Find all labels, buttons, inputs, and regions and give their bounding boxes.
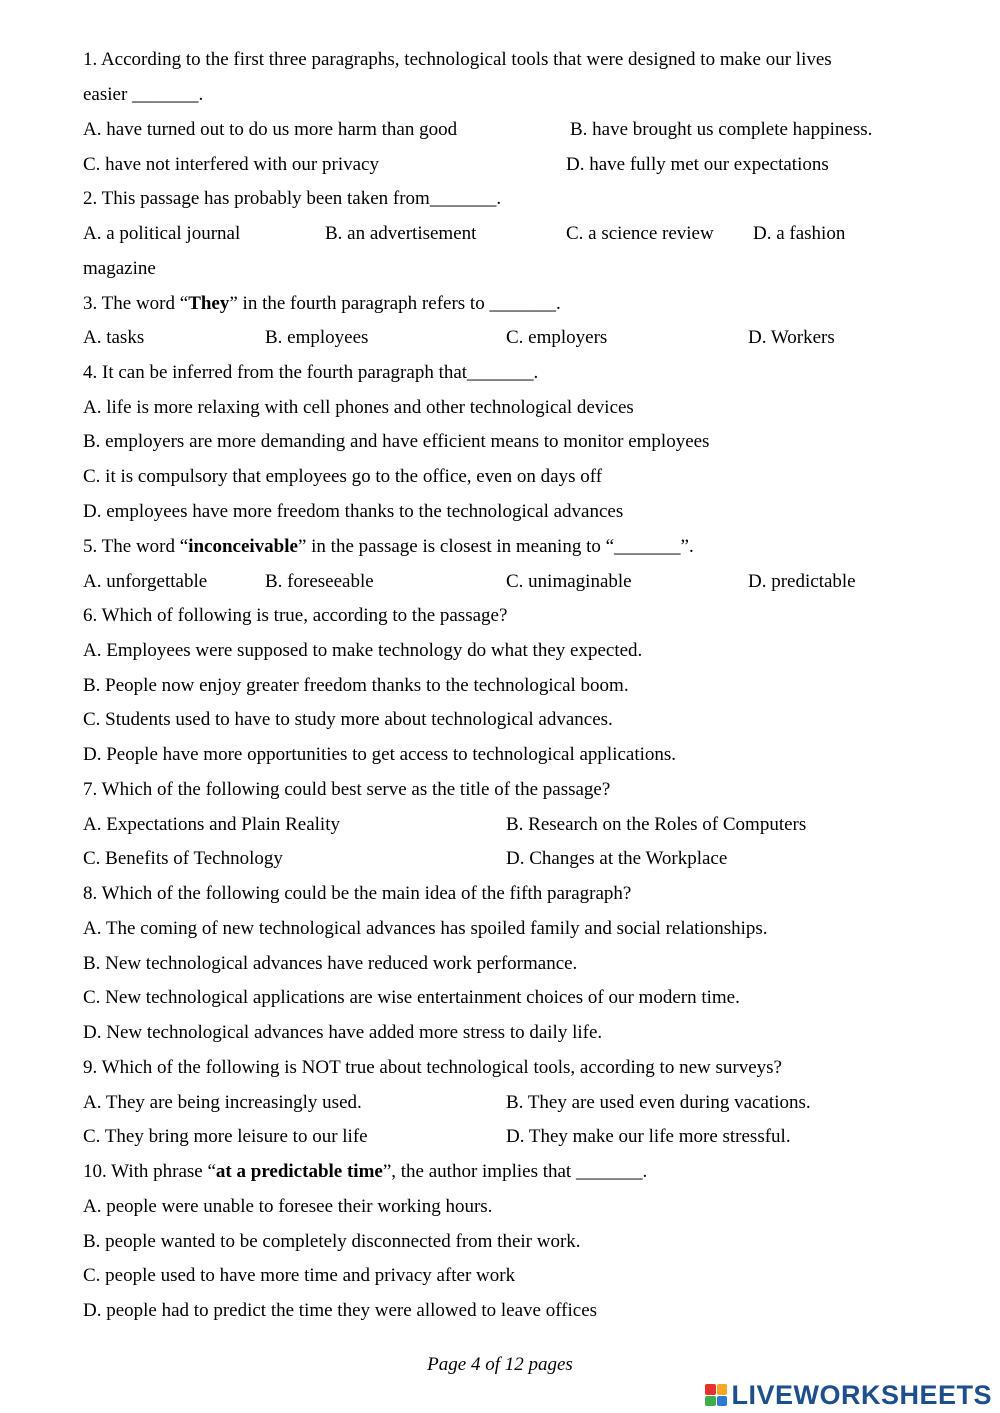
liveworksheets-logo-icon <box>705 1384 727 1406</box>
question-9-option-a[interactable]: A. They are being increasingly used. <box>83 1092 362 1113</box>
question-3-stem-post: ” in the fourth paragraph refers to _______. <box>229 293 561 314</box>
question-8-option-c[interactable]: C. New technological applications are wise entertainment choices of our modern time. <box>83 987 740 1008</box>
question-4-option-d[interactable]: D. employees have more freedom thanks to the technological advances <box>83 501 624 522</box>
question-6-option-b[interactable]: B. People now enjoy greater freedom thanks to the technological boom. <box>83 675 629 696</box>
question-1-option-c[interactable]: C. have not interfered with our privacy <box>83 154 379 175</box>
question-10-option-d[interactable]: D. people had to predict the time they were allowed to leave offices <box>83 1300 598 1321</box>
question-8-stem: 8. Which of the following could be the main idea of the fifth paragraph? <box>83 883 632 904</box>
liveworksheets-logo <box>705 1381 992 1409</box>
question-5-option-c[interactable]: C. unimaginable <box>506 571 632 592</box>
question-3-stem <box>83 293 561 315</box>
question-7-stem: 7. Which of the following could best serve as the title of the passage? <box>83 779 611 800</box>
question-7-option-d[interactable]: D. Changes at the Workplace <box>506 848 728 869</box>
question-3-stem-pre: 3. The word “ <box>83 293 189 314</box>
liveworksheets-logo-text: LIVEWORKSHEETS <box>731 1379 992 1410</box>
question-1-option-d[interactable]: D. have fully met our expectations <box>566 154 829 175</box>
question-9-option-b[interactable]: B. They are used even during vacations. <box>506 1092 811 1113</box>
question-7-option-c[interactable]: C. Benefits of Technology <box>83 848 283 869</box>
question-10-option-c[interactable]: C. people used to have more time and privacy after work <box>83 1265 516 1286</box>
question-5-stem <box>83 536 694 558</box>
question-5-option-a[interactable]: A. unforgettable <box>83 571 208 592</box>
question-1-option-a[interactable]: A. have turned out to do us more harm than good <box>83 119 458 140</box>
question-5-option-b[interactable]: B. foreseeable <box>265 571 374 592</box>
question-10-stem-post: ”, the author implies that _______. <box>382 1161 648 1182</box>
question-8-option-b[interactable]: B. New technological advances have reduced work performance. <box>83 953 578 974</box>
question-8-option-a[interactable]: A. The coming of new technological advances has spoiled family and social relationships. <box>83 918 768 939</box>
question-3-option-c[interactable]: C. employers <box>506 327 608 348</box>
question-10-stem-pre: 10. With phrase “ <box>83 1161 216 1182</box>
question-8-option-d[interactable]: D. New technological advances have added more stress to daily life. <box>83 1022 603 1043</box>
question-2-option-c[interactable]: C. a science review <box>566 223 714 244</box>
question-9-option-d[interactable]: D. They make our life more stressful. <box>506 1126 791 1147</box>
question-1-stem-line-1: 1. According to the first three paragraphs, technological tools that were designed to make our lives <box>83 49 832 70</box>
question-1-stem-line-2: easier _______. <box>83 84 204 105</box>
question-4-option-b[interactable]: B. employers are more demanding and have efficient means to monitor employees <box>83 431 710 452</box>
question-10-keyword: at a predictable time <box>215 1161 383 1182</box>
question-4-option-c[interactable]: C. it is compulsory that employees go to the office, even on days off <box>83 466 603 487</box>
question-9-stem: 9. Which of the following is NOT true about technological tools, according to new surveys? <box>83 1057 782 1078</box>
question-2-option-b[interactable]: B. an advertisement <box>325 223 477 244</box>
question-5-stem-post: ” in the passage is closest in meaning to “_______”. <box>297 536 694 557</box>
question-7-option-b[interactable]: B. Research on the Roles of Computers <box>506 814 807 835</box>
question-2-stem: 2. This passage has probably been taken from_______. <box>83 188 502 209</box>
question-9-option-c[interactable]: C. They bring more leisure to our life <box>83 1126 368 1147</box>
question-6-stem: 6. Which of following is true, according to the passage? <box>83 605 508 626</box>
question-4-option-a[interactable]: A. life is more relaxing with cell phones and other technological devices <box>83 397 634 418</box>
question-7-option-a[interactable]: A. Expectations and Plain Reality <box>83 814 340 835</box>
question-4-stem: 4. It can be inferred from the fourth paragraph that_______. <box>83 362 539 383</box>
question-10-stem <box>83 1161 647 1183</box>
question-3-option-a[interactable]: A. tasks <box>83 327 145 348</box>
question-3-option-d[interactable]: D. Workers <box>748 327 835 348</box>
question-5-keyword: inconceivable <box>188 536 298 557</box>
question-5-stem-pre: 5. The word “ <box>83 536 189 557</box>
question-10-option-a[interactable]: A. people were unable to foresee their working hours. <box>83 1196 493 1217</box>
page-footer: Page 4 of 12 pages <box>427 1354 573 1375</box>
question-6-option-a[interactable]: A. Employees were supposed to make technology do what they expected. <box>83 640 643 661</box>
question-2-option-a[interactable]: A. a political journal <box>83 223 241 244</box>
question-10-option-b[interactable]: B. people wanted to be completely disconnected from their work. <box>83 1231 581 1252</box>
question-6-option-d[interactable]: D. People have more opportunities to get access to technological applications. <box>83 744 677 765</box>
question-6-option-c[interactable]: C. Students used to have to study more about technological advances. <box>83 709 613 730</box>
question-2-option-d[interactable]: D. a fashion <box>753 223 846 244</box>
question-3-keyword: They <box>188 293 230 314</box>
question-2-option-d-wrap: magazine <box>83 258 156 279</box>
question-5-option-d[interactable]: D. predictable <box>748 571 856 592</box>
question-3-option-b[interactable]: B. employees <box>265 327 369 348</box>
question-1-option-b[interactable]: B. have brought us complete happiness. <box>570 119 873 140</box>
